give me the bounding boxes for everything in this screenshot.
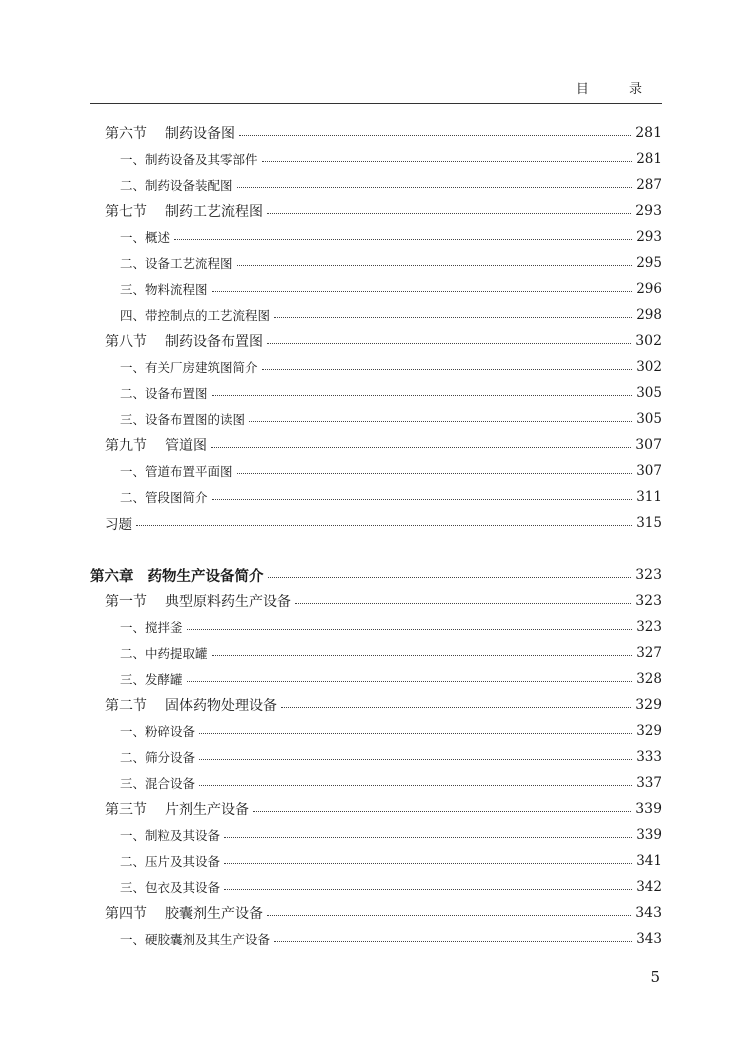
toc-entry-title: 胶囊剂生产设备 (165, 906, 263, 922)
toc-entry-section[interactable] (90, 693, 662, 717)
toc-entry-label (90, 930, 270, 948)
toc-dot-leader (224, 837, 632, 838)
toc-dot-leader (237, 265, 633, 266)
toc-dot-leader (253, 811, 631, 812)
toc-entry-label (90, 150, 258, 168)
toc-dot-leader (187, 629, 633, 630)
toc-entry-section[interactable] (90, 589, 662, 613)
toc-entry-number: 第一节 (105, 594, 147, 610)
toc-entry-label (90, 774, 195, 792)
toc-entry-title: 二、压片及其设备 (120, 854, 221, 869)
toc-entry-title: 典型原料药生产设备 (165, 594, 291, 610)
toc-entry-title: 三、物料流程图 (120, 282, 208, 297)
toc-entry-label (90, 591, 291, 611)
toc-dot-leader (199, 733, 632, 734)
page-number: 5 (650, 968, 660, 986)
toc-entry-page: 323 (636, 619, 662, 635)
toc-entry-label (90, 384, 208, 402)
toc-entry-page: 329 (635, 697, 662, 713)
toc-entry-label (90, 826, 220, 844)
toc-entry-number: 第七节 (105, 204, 147, 220)
toc-entry-title: 四、带控制点的工艺流程图 (120, 308, 271, 323)
toc-entry-title: 二、设备工艺流程图 (120, 256, 233, 271)
toc-entry-label (90, 254, 233, 272)
toc-entry-page: 329 (636, 723, 662, 739)
toc-entry-item[interactable] (90, 355, 662, 379)
toc-entry-item[interactable] (90, 381, 662, 405)
toc-entry-label (90, 488, 208, 506)
toc-entry-label (90, 852, 220, 870)
toc-entry-page: 293 (636, 229, 662, 245)
toc-entry-title: 一、制粒及其设备 (120, 828, 221, 843)
toc-entry-item[interactable] (90, 407, 662, 431)
toc-dot-leader (237, 187, 633, 188)
toc-entry-title: 二、制药设备装配图 (120, 178, 233, 193)
toc-entry-title: 二、筛分设备 (120, 750, 196, 765)
toc-entry-item[interactable] (90, 225, 662, 249)
toc-entry-title: 三、发酵罐 (120, 672, 183, 687)
toc-dot-leader (274, 941, 632, 942)
toc-entry-page: 296 (636, 281, 662, 297)
toc-entry-page: 281 (635, 125, 662, 141)
toc-dot-leader (274, 317, 632, 318)
toc-entry-label (90, 462, 233, 480)
toc-dot-leader (199, 759, 632, 760)
toc-entry-title: 片剂生产设备 (165, 802, 249, 818)
toc-entry-page: 339 (636, 827, 662, 843)
toc-entry-item[interactable] (90, 147, 662, 171)
toc-entry-title: 一、管道布置平面图 (120, 464, 233, 479)
toc-entry-page: 341 (636, 853, 662, 869)
toc-dot-leader (262, 161, 633, 162)
toc-entry-chapter[interactable] (90, 563, 662, 587)
toc-entry-label (90, 695, 277, 715)
toc-dot-leader (268, 577, 632, 578)
toc-entry-title: 制药设备布置图 (165, 334, 263, 350)
toc-entry-number: 第六节 (105, 126, 147, 142)
toc-dot-leader (224, 889, 632, 890)
toc-entry-label (90, 878, 220, 896)
toc-entry-label (90, 358, 258, 376)
toc-entry-label (90, 331, 263, 351)
toc-entry-label (90, 228, 170, 246)
toc-entry-page: 311 (636, 489, 662, 505)
toc-entry-page: 328 (636, 671, 662, 687)
header-title: 目 录 (575, 82, 660, 97)
toc-entry-page: 305 (636, 385, 662, 401)
toc-entry-item[interactable] (90, 745, 662, 769)
toc-entry-number: 第八节 (105, 334, 147, 350)
toc-entry-item[interactable] (90, 615, 662, 639)
toc-entry-item[interactable] (90, 849, 662, 873)
toc-entry-item[interactable] (90, 927, 662, 951)
toc-entry-label (90, 618, 183, 636)
toc-entry-item[interactable] (90, 459, 662, 483)
toc-entry-page: 302 (636, 359, 662, 375)
toc-entry-section[interactable] (90, 199, 662, 223)
toc-dot-leader (239, 135, 631, 136)
toc-entry-item[interactable] (90, 771, 662, 795)
toc-dot-leader (295, 603, 631, 604)
toc-entry-label (90, 722, 195, 740)
toc-entry-label (90, 435, 207, 455)
toc-dot-leader (212, 499, 633, 500)
toc-dot-leader (174, 239, 632, 240)
toc-entry-page: 333 (636, 749, 662, 765)
toc-entry-title: 制药设备图 (165, 126, 235, 142)
toc-entry-page: 342 (636, 879, 662, 895)
toc-entry-number: 第四节 (105, 906, 147, 922)
toc-entry-title: 二、中药提取罐 (120, 646, 208, 661)
toc-entry-label (90, 903, 263, 923)
toc-entry-item[interactable] (90, 251, 662, 275)
toc-entry-title: 一、粉碎设备 (120, 724, 196, 739)
toc-entry-page: 323 (635, 567, 662, 583)
toc-dot-leader (136, 525, 632, 526)
toc-entry-page: 315 (636, 515, 662, 531)
toc-entry-title: 管道图 (165, 438, 207, 454)
toc-entry-page: 281 (636, 151, 662, 167)
toc-dot-leader (187, 681, 633, 682)
toc-entry-item[interactable] (90, 485, 662, 509)
toc-entry-section[interactable] (90, 797, 662, 821)
toc-entry-item[interactable] (90, 173, 662, 197)
toc-entry-item[interactable] (90, 303, 662, 327)
toc-entry-label (90, 201, 263, 221)
toc-entry-page: 337 (636, 775, 662, 791)
toc-entry-number: 第二节 (105, 698, 147, 714)
toc-entry-label (90, 410, 245, 428)
toc-entry-title: 制药工艺流程图 (165, 204, 263, 220)
toc-entry-title: 三、设备布置图的读图 (120, 412, 246, 427)
toc-dot-leader (249, 421, 632, 422)
toc-entry-page: 343 (636, 931, 662, 947)
toc-entry-label (90, 123, 235, 143)
toc-entry-title: 三、包衣及其设备 (120, 880, 221, 895)
toc-dot-leader (212, 395, 633, 396)
toc-entry-page: 298 (636, 307, 662, 323)
toc-entry-title: 药物生产设备简介 (147, 567, 264, 585)
toc-entry-section[interactable] (90, 121, 662, 145)
toc-entry-label (90, 748, 195, 766)
toc-entry-section[interactable] (90, 433, 662, 457)
toc-entry-label (90, 644, 208, 662)
toc-entry-page: 307 (636, 463, 662, 479)
toc-entry-page: 305 (636, 411, 662, 427)
toc-entry-number: 第三节 (105, 802, 147, 818)
toc-entry-page: 343 (635, 905, 662, 921)
toc-dot-leader (262, 369, 633, 370)
toc-entry-title: 一、有关厂房建筑图简介 (120, 360, 258, 375)
toc-entry-page: 302 (635, 333, 662, 349)
toc-entry-item[interactable] (90, 719, 662, 743)
toc-entry-item[interactable] (90, 823, 662, 847)
toc-entry-page: 323 (635, 593, 662, 609)
toc-entry-page: 339 (635, 801, 662, 817)
toc-entry-page: 307 (635, 437, 662, 453)
toc-entry-title: 一、制药设备及其零部件 (120, 152, 258, 167)
toc-entry-label (90, 565, 264, 586)
header-rule (90, 103, 662, 104)
toc-entry-label (90, 513, 132, 533)
toc-entry-title: 二、管段图简介 (120, 490, 208, 505)
toc-entry-label (90, 670, 183, 688)
toc-entry-number: 第六章 (90, 567, 134, 585)
toc-entry-title: 一、概述 (120, 230, 171, 245)
toc-dot-leader (281, 707, 631, 708)
toc-entry-section[interactable] (90, 329, 662, 353)
toc-dot-leader (212, 291, 633, 292)
toc-entry-page: 295 (636, 255, 662, 271)
toc-entry-title: 固体药物处理设备 (165, 698, 277, 714)
toc-dot-leader (224, 863, 632, 864)
toc-entry-item[interactable] (90, 641, 662, 665)
toc-entry-title: 三、混合设备 (120, 776, 196, 791)
toc-entry-section[interactable] (90, 901, 662, 925)
toc-entry-title: 一、搅拌釜 (120, 620, 183, 635)
toc-entry-item[interactable] (90, 667, 662, 691)
toc-entry-title: 二、设备布置图 (120, 386, 208, 401)
toc-dot-leader (237, 473, 633, 474)
toc-entry-page: 327 (636, 645, 662, 661)
toc-entry-exercise[interactable] (90, 511, 662, 535)
toc-entry-item[interactable] (90, 875, 662, 899)
toc-dot-leader (211, 447, 631, 448)
toc-dot-leader (267, 343, 631, 344)
toc-dot-leader (199, 785, 632, 786)
toc-entry-label (90, 306, 270, 324)
toc-entry-number: 第九节 (105, 438, 147, 454)
toc-entry-page: 293 (635, 203, 662, 219)
toc-entry-title: 一、硬胶囊剂及其生产设备 (120, 932, 271, 947)
toc-entry-item[interactable] (90, 277, 662, 301)
toc-entry-page: 287 (636, 177, 662, 193)
toc-dot-leader (267, 915, 631, 916)
toc-entry-label (90, 280, 208, 298)
toc-dot-leader (267, 213, 631, 214)
toc-entry-title: 习题 (105, 517, 132, 533)
toc-dot-leader (212, 655, 633, 656)
toc-entry-label (90, 799, 249, 819)
toc-entry-label (90, 176, 233, 194)
